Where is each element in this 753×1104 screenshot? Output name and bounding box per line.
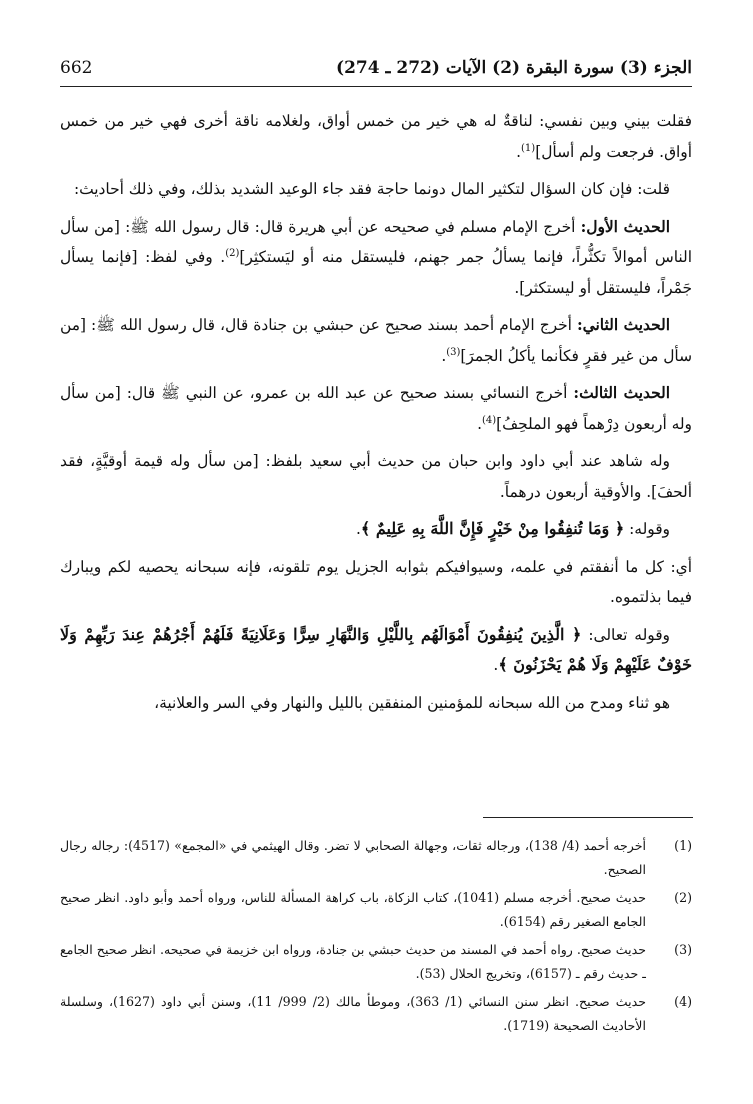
text-run: . وفي لفظ: [فإنما يسأل جَمْراً، فليستقل أو ليستكثر]. <box>60 248 692 297</box>
text-run: أي: كل ما أنفقتم في علمه، وسيوافيكم بثوابه الجزيل يوم تلقونه، فإنه سبحانه يحصيه لكم ويبارك فيما بذلتموه. <box>60 557 692 606</box>
paragraph-p3 <box>60 212 692 304</box>
running-header <box>60 52 692 87</box>
text-run: . <box>493 656 499 674</box>
footnote-item <box>60 938 692 986</box>
hadith-heading: الحديث الثاني: <box>577 316 670 334</box>
text-run: فقلت بيني وبين نفسي: لناقةٌ له هي خير من خمس أواق، ولغلامه ناقة أخرى فهي خير من خمس أواق. فرجعت ولم أسأل] <box>60 112 692 161</box>
hadith-heading: الحديث الأول: <box>580 217 670 236</box>
text-run: . <box>441 346 447 365</box>
hadith-heading: الحديث الثالث: <box>573 384 671 402</box>
text-run: . <box>355 520 361 538</box>
footnote-text: حديث صحيح. انظر سنن النسائي (1/ 363)، وموطأ مالك (2/ 999/ 11)، وسنن أبي داود (1627)، وسلسلة الأحاديث الصحيحة (1719). <box>60 994 647 1033</box>
footnote-number: (4) <box>674 994 692 1009</box>
text-run: وقوله تعالى: <box>581 625 670 644</box>
quran-verse: ﴿ الَّذِينَ يُنفِقُونَ أَمْوَالَهُم بِاللَّيْلِ وَالنَّهَارِ سِرًّا وَعَلَانِيَةً فَلَهُمْ أَجْرُهُمْ عِندَ رَبِّهِمْ وَلَا خَوْفٌ عَلَيْهِمْ وَلَا هُمْ يَحْزَنُونَ ﴾ <box>60 624 692 674</box>
paragraph-p6 <box>60 446 692 507</box>
paragraph-p5 <box>60 378 692 439</box>
page-number: 662 <box>60 58 93 78</box>
footnote-text: حديث صحيح. أخرجه مسلم (1041)، كتاب الزكاة، باب كراهة المسألة للناس، ورواه أحمد وأبو داود. انظر صحيح الجامع الصغير رقم (6154). <box>60 890 646 929</box>
paragraph-p9 <box>60 620 692 681</box>
paragraph-p8 <box>60 552 692 613</box>
footnote-item <box>60 886 692 934</box>
footnote-marker: (4) <box>481 414 497 426</box>
footnote-separator <box>483 817 693 818</box>
paragraph-p2 <box>60 174 692 205</box>
text-run: هو ثناء ومدح من الله سبحانه للمؤمنين المنفقين بالليل والنهار وفي السر والعلانية، <box>154 693 670 712</box>
footnote-item <box>60 834 692 882</box>
footnote-marker: (1) <box>521 142 536 154</box>
paragraph-p1 <box>60 106 692 167</box>
text-run: . <box>516 142 521 161</box>
paragraph-p7 <box>60 514 692 545</box>
text-run: وله شاهد عند أبي داود وابن حبان من حديث أبي سعيد بلفظ: [من سأل وله قيمة أوقيَّةٍ، فقد ألحفَ]. والأوقية أربعون درهماً. <box>60 452 692 501</box>
footnotes <box>60 834 692 1042</box>
footnote-marker: (3) <box>446 346 461 358</box>
footnote-text: أخرجه أحمد (4/ 138)، ورجاله ثقات، وجهالة الصحابي لا تضر. وقال الهيثمي في «المجمع» (4517): رجاله رجال الصحيح. <box>60 838 647 877</box>
quran-verse: ﴿ وَمَا تُنفِقُوا مِنْ خَيْرٍ فَإِنَّ اللَّهَ بِهِ عَلِيمٌ ﴾ <box>360 519 625 538</box>
text-run: أخرج النسائي بسند صحيح عن عبد الله بن عمرو، عن النبي ﷺ قال: [من سأل وله أربعون دِرْهماً فهو الملحِفُ] <box>60 384 692 433</box>
paragraph-p10 <box>60 688 692 719</box>
main-text <box>60 106 692 725</box>
header-title: الجزء (3) سورة البقرة (2) الآيات (272 ـ 274) <box>336 58 692 78</box>
footnote-text: حديث صحيح. رواه أحمد في المسند من حديث حبشي بن جنادة، ورواه ابن خزيمة في صحيحه. انظر صحيح الجامع ـ حديث رقم ـ (6157)، وتخريج الحلال (53). <box>60 942 646 981</box>
footnote-marker: (2) <box>225 247 240 259</box>
text-run: وقوله: <box>624 520 670 538</box>
text-run: أخرج الإمام أحمد بسند صحيح عن حبشي بن جنادة قال، قال رسول الله ﷺ: [من سأل من غير فقرٍ فكأنما يأكلُ الجمرَ] <box>60 316 692 365</box>
text-run: قلت: فإن كان السؤال لتكثير المال دونما حاجة فقد جاء الوعيد الشديد بذلك، وفي ذلك أحاديث: <box>73 180 670 198</box>
footnote-number: (3) <box>674 942 692 957</box>
footnote-number: (1) <box>674 838 692 853</box>
footnote-item <box>60 990 692 1038</box>
text-run: . <box>477 414 482 433</box>
text-run: أخرج الإمام مسلم في صحيحه عن أبي هريرة قال: قال رسول الله ﷺ: [من سأل الناس أموالاً تكثُّراً، فإنما يسألُ جمر جهنم، فليستقل منه أو ليَستكثِر] <box>60 217 692 266</box>
paragraph-p4 <box>60 310 692 371</box>
footnote-number: (2) <box>674 890 692 905</box>
